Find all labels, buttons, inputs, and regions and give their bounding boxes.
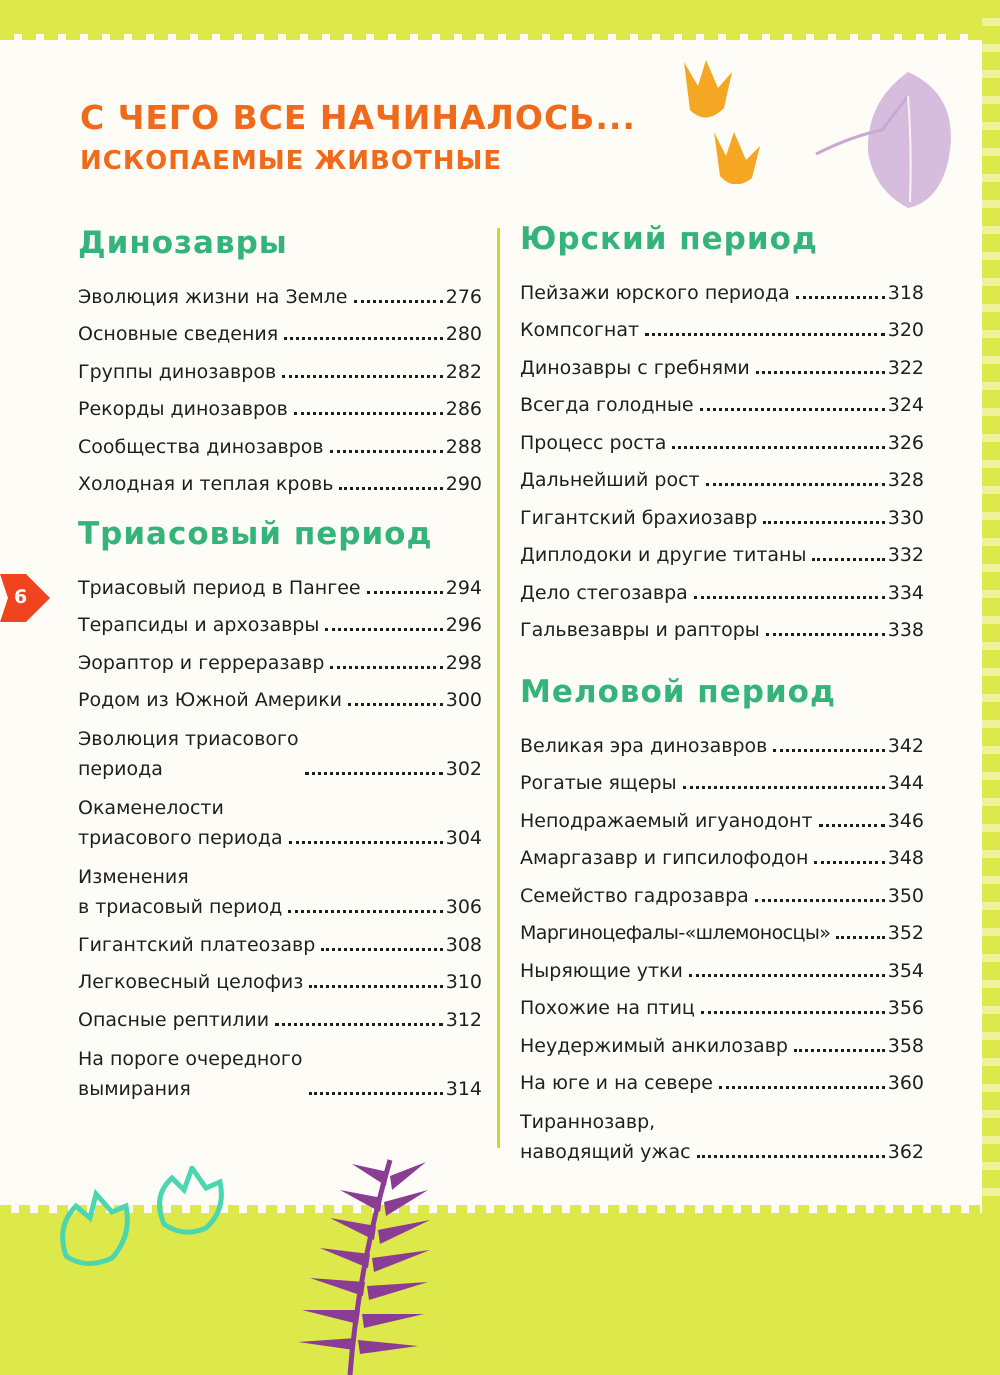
dot-leader <box>325 628 442 631</box>
dot-leader <box>814 861 884 864</box>
toc-entry-label-line1: Изменения <box>78 866 189 888</box>
toc-entry-label: Дело стегозавра <box>520 581 688 604</box>
toc-entry-page: 300 <box>445 689 482 711</box>
dot-leader <box>701 1011 885 1014</box>
toc-entry-page: 352 <box>887 922 924 944</box>
toc-entry-page: 330 <box>887 506 924 529</box>
toc-entry-page: 354 <box>887 959 924 982</box>
toc-entry[interactable] <box>520 383 924 421</box>
dot-leader <box>697 1155 885 1158</box>
toc-entry-label <box>78 862 282 922</box>
dot-leader <box>719 1086 885 1089</box>
footprint-outline-icon <box>56 1166 226 1276</box>
footprint-icon <box>662 52 772 184</box>
dot-leader <box>794 1049 885 1052</box>
toc-entry-page: 302 <box>445 758 482 780</box>
toc-entry[interactable] <box>520 533 924 571</box>
toc-entry-page: 356 <box>887 997 924 1019</box>
toc-entry[interactable] <box>78 1035 482 1104</box>
toc-entry[interactable] <box>78 922 482 960</box>
section-heading-cretaceous: Меловой период <box>520 674 836 710</box>
toc-entry-label: Рогатые ящеры <box>520 772 677 794</box>
dot-leader <box>773 749 884 752</box>
dot-leader <box>763 521 884 524</box>
column-divider <box>497 228 500 1148</box>
toc-entry[interactable] <box>78 424 482 462</box>
page-title: С ЧЕГО ВСЕ НАЧИНАЛОСЬ... <box>80 98 636 137</box>
dot-leader <box>339 487 442 490</box>
toc-entry-label: Процесс роста <box>520 431 667 454</box>
toc-entry[interactable] <box>78 853 482 922</box>
dot-leader <box>700 408 885 411</box>
toc-entry-page: 318 <box>887 281 924 304</box>
toc-entry-page: 280 <box>445 323 482 345</box>
toc-entry-label: Сообщества динозавров <box>78 435 324 458</box>
toc-entry-label: Легковесный целофиз <box>78 971 304 993</box>
leaf-icon <box>812 66 962 212</box>
toc-entry-label <box>78 1044 303 1104</box>
toc-entry-label-line2: вымирания <box>78 1077 191 1100</box>
toc-entry-label: Маргиноцефалы-«шлемоносцы» <box>520 922 831 944</box>
section-gap <box>520 645 924 669</box>
toc-entry-page: 308 <box>445 933 482 956</box>
toc-entry-page: 296 <box>445 614 482 636</box>
toc-entry-page: 358 <box>887 1034 924 1057</box>
top-border-band <box>0 0 1000 34</box>
toc-entry-label: Всегда голодные <box>520 394 694 416</box>
toc-entry[interactable] <box>78 312 482 350</box>
toc-entry-label-line1: Эволюция триасового <box>78 728 299 750</box>
toc-entry[interactable] <box>78 997 482 1035</box>
dot-leader <box>812 558 884 561</box>
toc-entry-page: 310 <box>445 971 482 993</box>
toc-entry-label <box>520 1107 691 1167</box>
toc-entry-page: 346 <box>887 809 924 832</box>
toc-entry[interactable] <box>520 608 924 646</box>
toc-entry-label: Эораптор и герреразавр <box>78 651 325 674</box>
toc-entry[interactable] <box>78 349 482 387</box>
toc-entry-page: 276 <box>445 285 482 308</box>
toc-entry-label: Родом из Южной Америки <box>78 689 343 711</box>
dot-leader <box>755 899 885 902</box>
toc-entry[interactable] <box>78 462 482 500</box>
dot-leader <box>836 936 884 939</box>
toc-entry-page: 326 <box>887 431 924 454</box>
toc-entry[interactable] <box>78 565 482 603</box>
toc-entry-page: 328 <box>887 469 924 491</box>
toc-entry-page: 360 <box>887 1072 924 1094</box>
toc-entry-page: 294 <box>445 576 482 599</box>
toc-entry-page: 312 <box>445 1008 482 1031</box>
dot-leader <box>348 703 443 706</box>
toc-entry[interactable] <box>78 387 482 425</box>
toc-entry-label-line2: в триасовый период <box>78 896 283 918</box>
fern-icon <box>240 1150 500 1375</box>
toc-entry-label: Рекорды динозавров <box>78 398 288 420</box>
toc-entry-page: 298 <box>445 651 482 674</box>
toc-column-right <box>520 216 924 1167</box>
toc-entry-label-line2: триасового периода <box>78 827 283 849</box>
dot-leader <box>694 596 885 599</box>
toc-entry[interactable] <box>78 603 482 641</box>
toc-entry-page: 348 <box>887 847 924 869</box>
toc-entry[interactable] <box>520 761 924 799</box>
toc-entry-label-line1: Тираннозавр, <box>520 1111 656 1133</box>
toc-entry-label <box>78 724 299 784</box>
toc-entry-page: 290 <box>445 473 482 495</box>
dot-leader <box>367 591 443 594</box>
page-number-tab <box>0 572 50 624</box>
toc-entry-label: Холодная и теплая кровь <box>78 473 334 495</box>
toc-entry-label: Опасные рептилии <box>78 1008 270 1031</box>
toc-entry-label: Основные сведения <box>78 323 279 345</box>
toc-entry[interactable] <box>520 420 924 458</box>
dot-leader <box>289 841 443 844</box>
toc-entry[interactable] <box>520 873 924 911</box>
toc-entry-page: 324 <box>887 394 924 416</box>
toc-entry[interactable] <box>520 308 924 346</box>
section-heading-triassic: Триасовый период <box>78 516 433 552</box>
dot-leader <box>330 666 442 669</box>
dot-leader <box>275 1023 443 1026</box>
toc-entry[interactable] <box>520 723 924 761</box>
dot-leader <box>309 985 442 988</box>
toc-entry[interactable] <box>520 495 924 533</box>
right-border-band <box>982 0 1000 1375</box>
toc-entry[interactable] <box>520 911 924 949</box>
toc-entry-label: Диплодоки и другие титаны <box>520 544 807 566</box>
dot-leader <box>796 296 885 299</box>
toc-entry-page: 304 <box>445 827 482 849</box>
dot-leader <box>672 446 884 449</box>
toc-entry[interactable] <box>520 1098 924 1167</box>
toc-entry-page: 342 <box>887 734 924 757</box>
toc-entry[interactable] <box>520 948 924 986</box>
toc-column-left <box>78 220 482 1104</box>
dot-leader <box>689 974 885 977</box>
section-gap <box>78 499 482 511</box>
toc-entry-label: Динозавры с гребнями <box>520 356 750 379</box>
toc-entry-label: Семейство гадрозавра <box>520 884 749 907</box>
toc-entry-page: 350 <box>887 884 924 907</box>
toc-entry-page: 288 <box>445 435 482 458</box>
dot-leader <box>330 450 443 453</box>
toc-entry-label: Неподражаемый игуанодонт <box>520 809 813 832</box>
toc-entry-label-line2: наводящий ужас <box>520 1141 691 1163</box>
toc-entry-label: Дальнейший рост <box>520 469 700 491</box>
toc-entry-page: 344 <box>887 772 924 794</box>
toc-entry-page: 334 <box>887 581 924 604</box>
toc-entry[interactable] <box>520 345 924 383</box>
toc-entry-label: Триасовый период в Пангее <box>78 576 361 599</box>
toc-entry[interactable] <box>520 458 924 496</box>
toc-entry-label: Эволюция жизни на Земле <box>78 285 348 308</box>
toc-entry-page: 332 <box>887 544 924 566</box>
dot-leader <box>288 910 442 913</box>
dot-leader <box>284 337 443 340</box>
dot-leader <box>305 772 443 775</box>
dot-leader <box>819 824 885 827</box>
toc-entry-page: 282 <box>445 360 482 383</box>
toc-entry-label-line2: периода <box>78 758 163 780</box>
page-number: 6 <box>14 586 28 608</box>
toc-entry[interactable] <box>78 640 482 678</box>
toc-entry-label: Неудержимый анкилозавр <box>520 1034 788 1057</box>
toc-entry[interactable] <box>520 836 924 874</box>
dot-leader <box>756 371 885 374</box>
toc-entry[interactable] <box>520 570 924 608</box>
toc-entry[interactable] <box>520 1023 924 1061</box>
toc-entry-label: Гальвезавры и рапторы <box>520 619 760 641</box>
dot-leader <box>282 375 443 378</box>
toc-entry[interactable] <box>520 1061 924 1099</box>
toc-entry-label-line1: На пороге очередного <box>78 1047 303 1070</box>
toc-entry-page: 322 <box>887 356 924 379</box>
toc-entry-label: На юге и на севере <box>520 1072 713 1094</box>
page-subtitle: ИСКОПАЕМЫЕ ЖИВОТНЫЕ <box>80 146 503 176</box>
toc-entry[interactable] <box>78 784 482 853</box>
toc-entry-label: Похожие на птиц <box>520 997 695 1019</box>
section-heading-jurassic: Юрский период <box>520 221 818 257</box>
dot-leader <box>706 483 885 486</box>
dot-leader <box>321 948 442 951</box>
toc-entry-page: 338 <box>887 619 924 641</box>
toc-entry[interactable] <box>520 986 924 1024</box>
toc-entry-label: Терапсиды и архозавры <box>78 614 320 636</box>
toc-entry-label <box>78 793 283 853</box>
toc-entry[interactable] <box>78 715 482 784</box>
toc-entry[interactable] <box>78 960 482 998</box>
toc-entry-page: 286 <box>445 398 482 420</box>
toc-entry-page: 314 <box>445 1077 482 1100</box>
toc-entry-label: Гигантский брахиозавр <box>520 506 758 529</box>
toc-entry-label: Группы динозавров <box>78 360 277 383</box>
toc-entry-label: Гигантский платеозавр <box>78 933 316 956</box>
toc-entry[interactable] <box>78 678 482 716</box>
dot-leader <box>683 786 885 789</box>
toc-entry[interactable] <box>520 270 924 308</box>
toc-entry-page: 362 <box>887 1141 924 1163</box>
toc-entry-label: Ныряющие утки <box>520 959 683 982</box>
dot-leader <box>645 333 885 336</box>
toc-entry-label: Компсогнат <box>520 319 640 341</box>
dot-leader <box>354 300 443 303</box>
dot-leader <box>294 412 443 415</box>
toc-entry[interactable] <box>520 798 924 836</box>
toc-entry-label-line1: Окаменелости <box>78 797 224 819</box>
toc-entry-label: Великая эра динозавров <box>520 734 768 757</box>
toc-entry[interactable] <box>78 274 482 312</box>
dot-leader <box>309 1092 443 1095</box>
toc-entry-page: 320 <box>887 319 924 341</box>
toc-entry-label: Амаргазавр и гипсилофодон <box>520 847 809 869</box>
toc-entry-page: 306 <box>445 896 482 918</box>
toc-entry-label: Пейзажи юрского периода <box>520 281 790 304</box>
section-heading-dinosaurs: Динозавры <box>78 225 288 261</box>
dot-leader <box>766 633 885 636</box>
